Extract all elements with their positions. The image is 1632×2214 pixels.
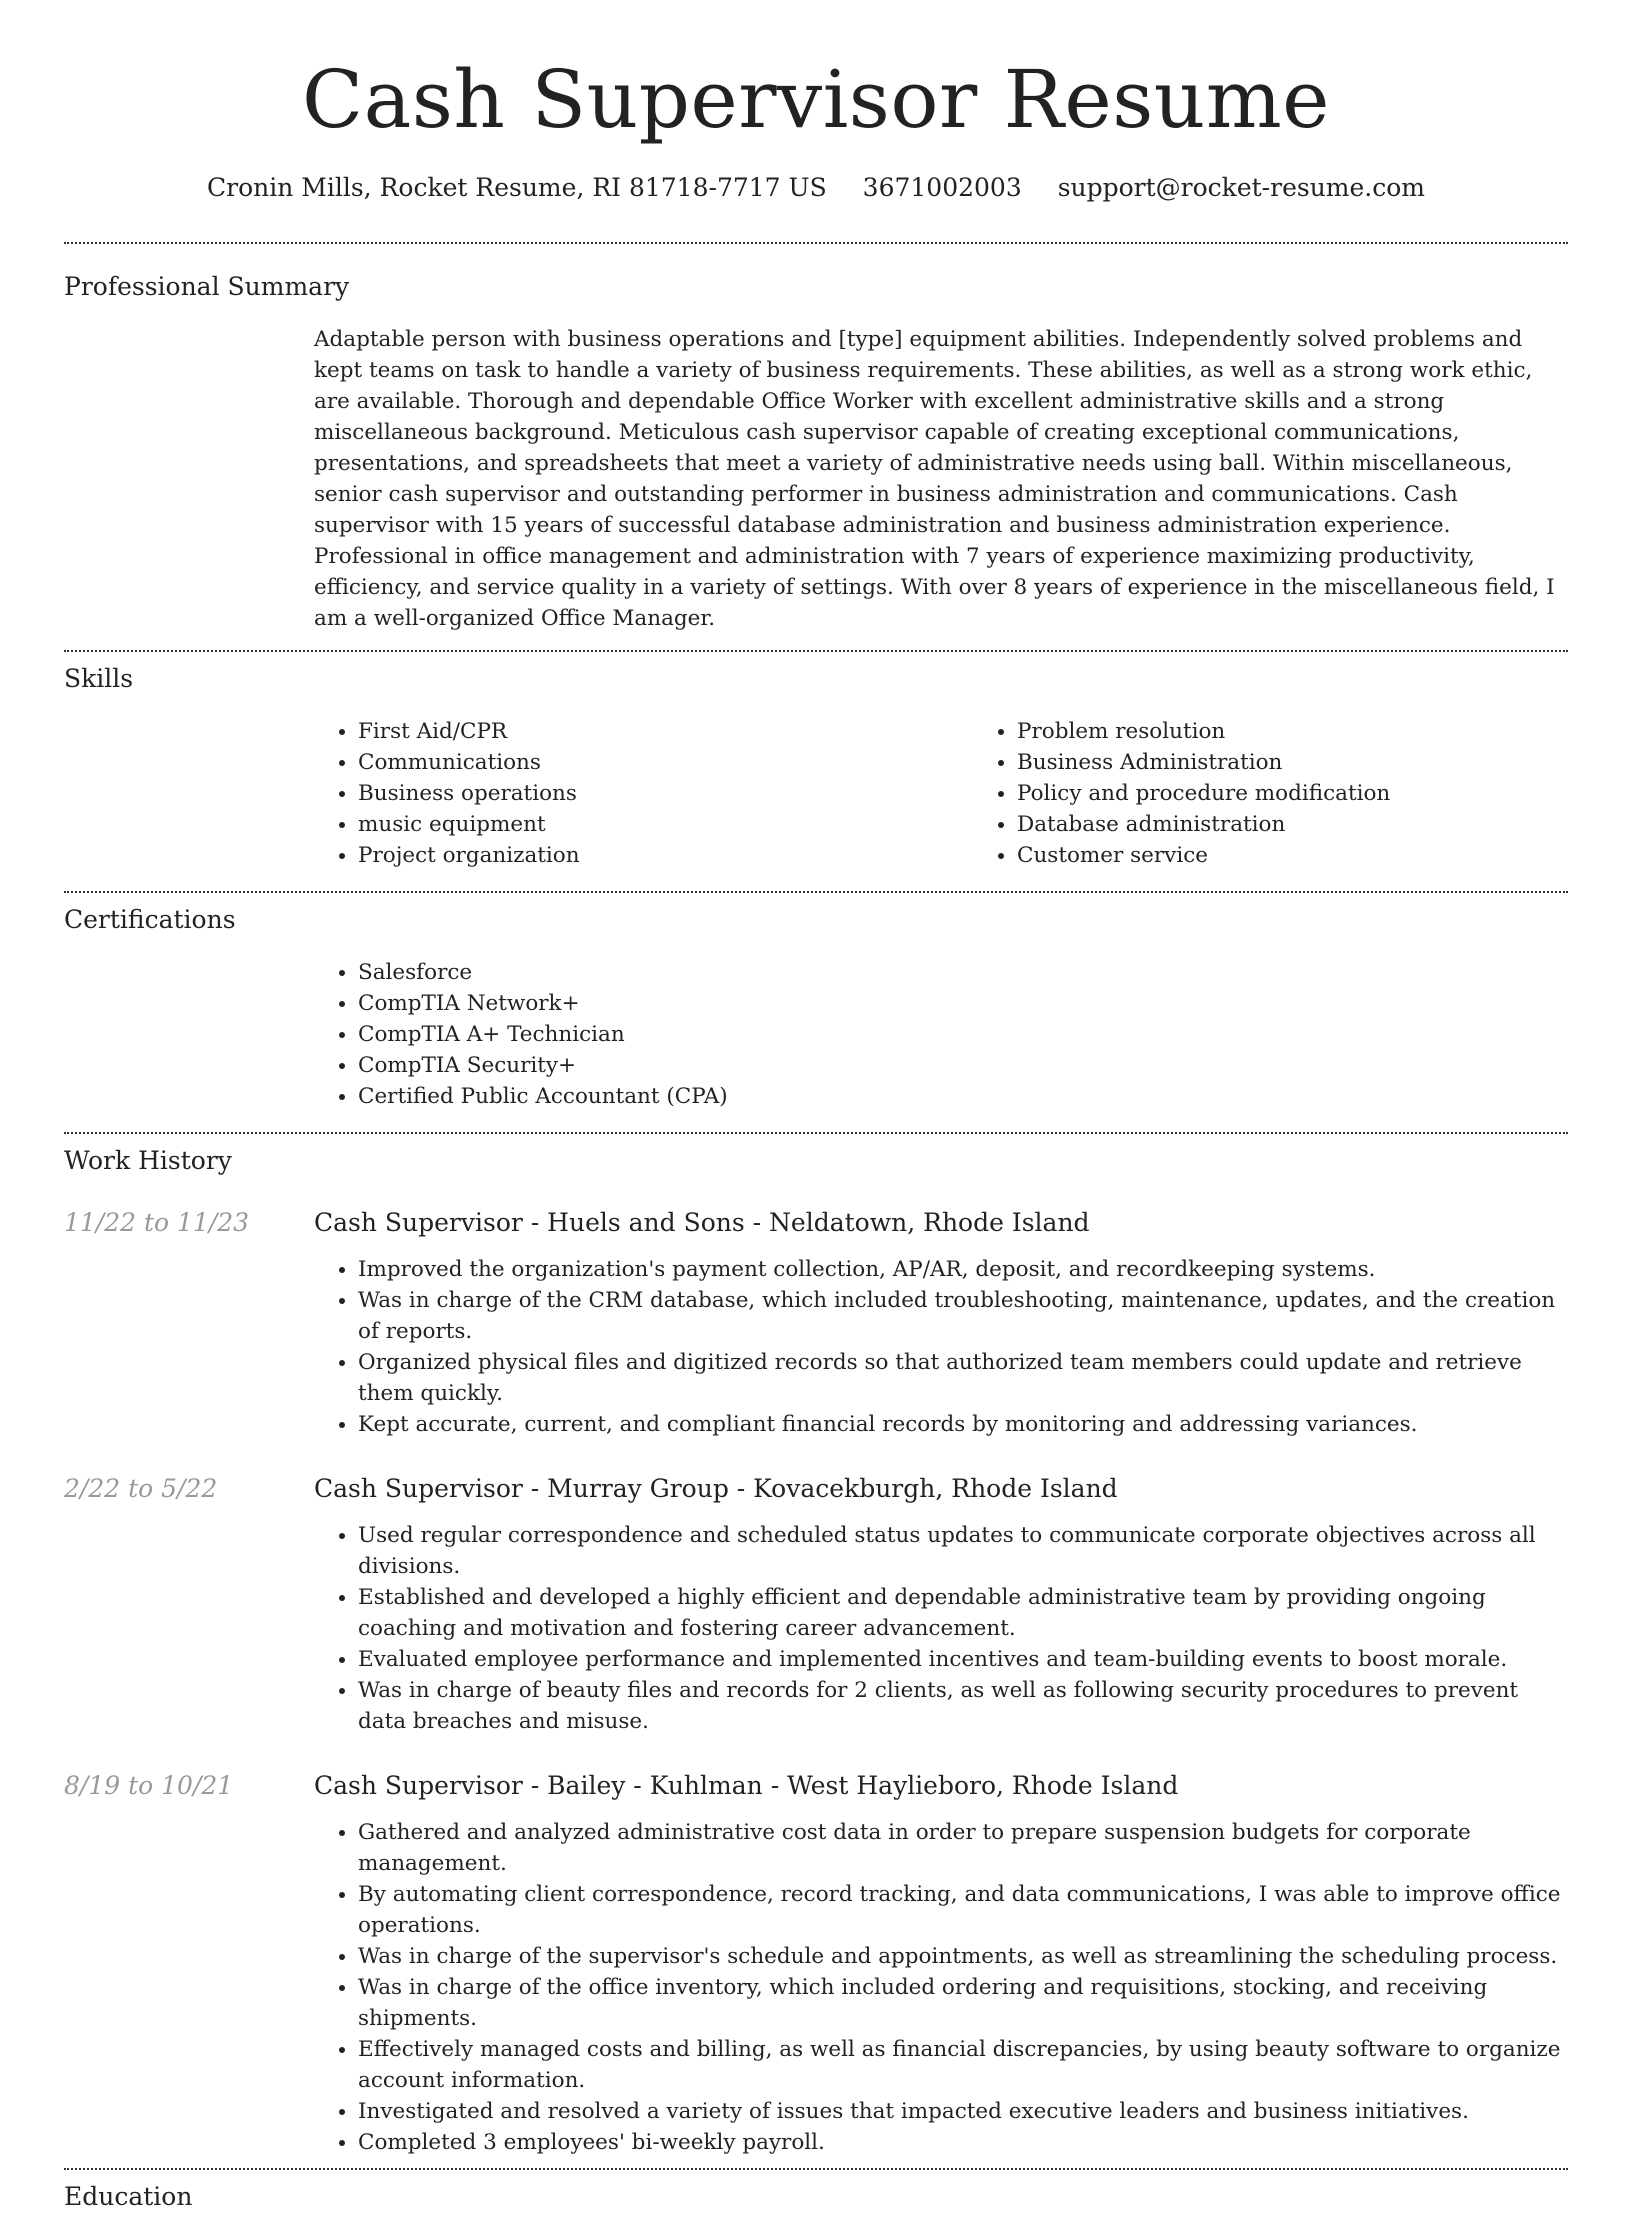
job-date: 11/22 to 11/23 [64,1208,250,1237]
skills-section [64,652,1568,891]
certification-item: • CompTIA Security+ [358,1050,1568,1081]
skill-item: • Problem resolution [1017,716,1632,747]
job-bullet: • Used regular correspondence and scheduled status updates to communicate corporate objectives across all divisions. [358,1520,1568,1582]
job-bullet: • Gathered and analyzed administrative cost data in order to prepare suspension budgets for corporate management. [358,1817,1568,1879]
summary-section [64,244,1568,650]
job-bullet: • Improved the organization's payment collection, AP/AR, deposit, and recordkeeping systems. [358,1254,1568,1285]
job-bullets [314,1817,1568,2158]
job-title: Cash Supervisor - Huels and Sons - Neldatown, Rhode Island [314,1208,1090,1237]
job-bullets [314,1254,1568,1440]
skills-list-left [314,716,973,871]
skill-item: • Database administration [1017,809,1632,840]
contact-email: support@rocket-resume.com [1057,173,1425,202]
job-bullet: • Was in charge of the supervisor's schedule and appointments, as well as streamlining the scheduling process. [358,1941,1568,1972]
summary-text: Adaptable person with business operations and [type] equipment abilities. Independently solved problems and kept teams on task to handle a variety of business requirements. These abilities, as well as a strong work ethic, are available. Thorough and dependable Office Worker with excellent administrative skills and a strong miscellaneous background. Meticulous cash supervisor capable of creating exceptional communications, presentations, and spreadsheets that meet a variety of administrative needs using ball. Within miscellaneous, senior cash supervisor and outstanding performer in business administration and communications. Cash supervisor with 15 years of successful database administration and business administration experience. Professional in office management and administration with 7 years of experience maximizing productivity, efficiency, and service quality in a variety of settings. With over 8 years of experience in the miscellaneous field, I am a well-organized Office Manager. [314,327,1555,631]
job-bullet: • Effectively managed costs and billing, as well as financial discrepancies, by using beauty software to organize account information. [358,2034,1568,2096]
skills-list-right [973,716,1632,871]
job-title: Cash Supervisor - Bailey - Kuhlman - West Haylieboro, Rhode Island [314,1771,1179,1800]
skill-item: • music equipment [358,809,973,840]
skills-heading: Skills [64,664,134,693]
education-heading: Education [64,2182,193,2211]
certifications-section [64,893,1568,1132]
job-entry [64,1769,1568,2158]
skill-item: • First Aid/CPR [358,716,973,747]
job-bullet: • Organized physical files and digitized records so that authorized team members could update and retrieve them quickly. [358,1347,1568,1409]
summary-body [314,324,1568,634]
work-history-section [64,1134,1568,2168]
skills-columns [314,716,1568,871]
skill-item: • Project organization [358,840,973,871]
contact-line [64,170,1568,206]
skill-item: • Customer service [1017,840,1632,871]
job-date: 2/22 to 5/22 [64,1474,218,1503]
skill-item: • Communications [358,747,973,778]
contact-address: Cronin Mills, Rocket Resume, RI 81718-7717 US [206,173,827,202]
job-bullet: • Completed 3 employees' bi-weekly payroll. [358,2127,1568,2158]
job-title: Cash Supervisor - Murray Group - Kovacekburgh, Rhode Island [314,1474,1118,1503]
job-bullets [314,1520,1568,1737]
resume-title: Cash Supervisor Resume [301,53,1331,146]
certification-item: • Salesforce [358,957,1568,988]
job-entry [64,1472,1568,1737]
certifications-body [314,957,1568,1112]
job-bullet: • By automating client correspondence, record tracking, and data communications, I was able to improve office operations. [358,1879,1568,1941]
skill-item: • Business Administration [1017,747,1632,778]
education-section [64,2170,1568,2214]
job-bullet: • Was in charge of beauty files and records for 2 clients, as well as following security procedures to prevent data breaches and misuse. [358,1675,1568,1737]
job-entry [64,1206,1568,1440]
job-bullet: • Was in charge of the office inventory, which included ordering and requisitions, stocking, and receiving shipments. [358,1972,1568,2034]
job-bullet: • Evaluated employee performance and implemented incentives and team-building events to boost morale. [358,1644,1568,1675]
job-date: 8/19 to 10/21 [64,1771,234,1800]
work-history-heading: Work History [64,1146,232,1175]
skill-item: • Policy and procedure modification [1017,778,1632,809]
certifications-list [314,957,1568,1112]
contact-phone: 3671002003 [862,173,1022,202]
certification-item: • Certified Public Accountant (CPA) [358,1081,1568,1112]
certification-item: • CompTIA A+ Technician [358,1019,1568,1050]
job-bullet: • Investigated and resolved a variety of issues that impacted executive leaders and business initiatives. [358,2096,1568,2127]
certifications-heading: Certifications [64,905,236,934]
job-bullet: • Established and developed a highly efficient and dependable administrative team by providing ongoing coaching and motivation and fostering career advancement. [358,1582,1568,1644]
skill-item: • Business operations [358,778,973,809]
job-bullet: • Kept accurate, current, and compliant financial records by monitoring and addressing variances. [358,1409,1568,1440]
summary-heading: Professional Summary [64,272,350,301]
certification-item: • CompTIA Network+ [358,988,1568,1019]
job-bullet: • Was in charge of the CRM database, which included troubleshooting, maintenance, updates, and the creation of reports. [358,1285,1568,1347]
